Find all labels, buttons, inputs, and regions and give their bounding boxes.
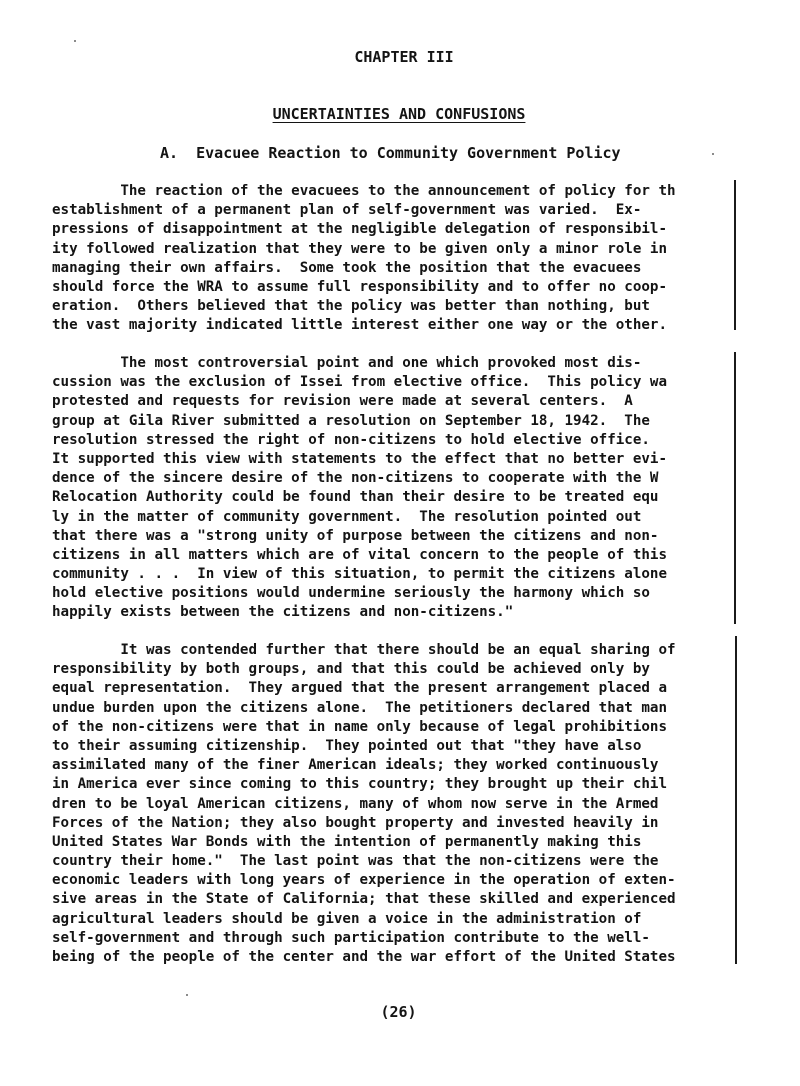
section-heading: A. Evacuee Reaction to Community Government Policy: [160, 144, 621, 162]
text-line: self-government and through such participation contribute to the well-: [52, 929, 650, 946]
text-line: ity followed realization that they were to be given only a minor role in: [52, 240, 667, 257]
text-line: hold elective positions would undermine seriously the harmony which so: [52, 585, 650, 602]
margin-rule: [734, 180, 736, 330]
text-line: managing their own affairs. Some took the position that the evacuees: [52, 259, 642, 276]
text-line: ly in the matter of community government. The resolution pointed out: [52, 508, 642, 525]
text-line: agricultural leaders should be given a voice in the administration of: [52, 910, 642, 927]
text-line: cussion was the exclusion of Issei from elective office. This policy wa: [52, 374, 667, 391]
chapter-number: CHAPTER III: [354, 48, 454, 66]
margin-rule: [735, 636, 737, 964]
paragraph-2: [52, 354, 667, 623]
chapter-title: UNCERTAINTIES AND CONFUSIONS: [272, 105, 526, 123]
text-line: responsibility by both groups, and that this could be achieved only by: [52, 661, 650, 678]
text-line: being of the people of the center and the war effort of the United States: [52, 949, 676, 965]
text-line: protested and requests for revision were made at several centers. A: [52, 393, 633, 410]
paper-speck: [712, 153, 714, 155]
text-line: country their home." The last point was that the non-citizens were the: [52, 853, 659, 870]
text-line: dren to be loyal American citizens, many of whom now serve in the Armed: [52, 795, 659, 812]
text-line: economic leaders with long years of experience in the operation of exten-: [52, 872, 676, 889]
text-line: pressions of disappointment at the negligible delegation of responsibil-: [52, 221, 667, 238]
text-line: Relocation Authority could be found than their desire to be treated equ: [52, 489, 659, 506]
text-line: establishment of a permanent plan of self-government was varied. Ex-: [52, 202, 642, 219]
paragraph-3: [52, 641, 676, 967]
text-line: equal representation. They argued that the present arrangement placed a: [52, 680, 667, 697]
text-line: It was contended further that there should be an equal sharing of: [52, 642, 676, 658]
text-line: sive areas in the State of California; that these skilled and experienced: [52, 891, 676, 908]
text-line: should force the WRA to assume full responsibility and to offer no coop-: [52, 278, 667, 295]
text-line: The reaction of the evacuees to the announcement of policy for th: [52, 183, 676, 199]
paper-speck: [186, 994, 188, 996]
text-line: community . . . In view of this situation, to permit the citizens alone: [52, 566, 667, 583]
text-line: happily exists between the citizens and non-citizens.": [52, 604, 514, 621]
text-line: citizens in all matters which are of vital concern to the people of this: [52, 546, 667, 563]
paragraph-1: [52, 182, 676, 336]
text-line: It supported this view with statements to the effect that no better evi-: [52, 450, 667, 467]
paper-speck: [74, 40, 76, 42]
text-line: dence of the sincere desire of the non-citizens to cooperate with the W: [52, 470, 659, 487]
page-number: (26): [380, 1003, 417, 1021]
text-line: United States War Bonds with the intention of permanently making this: [52, 833, 642, 850]
text-line: resolution stressed the right of non-citizens to hold elective office.: [52, 431, 650, 448]
text-line: The most controversial point and one which provoked most dis-: [52, 355, 642, 371]
margin-rule: [734, 352, 736, 624]
text-line: that there was a "strong unity of purpose between the citizens and non-: [52, 527, 659, 544]
text-line: undue burden upon the citizens alone. The petitioners declared that man: [52, 699, 667, 716]
text-line: the vast majority indicated little interest either one way or the other.: [52, 317, 667, 334]
text-line: eration. Others believed that the policy was better than nothing, but: [52, 298, 650, 315]
text-line: assimilated many of the finer American ideals; they worked continuously: [52, 757, 659, 774]
text-line: Forces of the Nation; they also bought property and invested heavily in: [52, 814, 659, 831]
text-line: of the non-citizens were that in name only because of legal prohibitions: [52, 718, 667, 735]
text-line: to their assuming citizenship. They pointed out that "they have also: [52, 737, 642, 754]
text-line: group at Gila River submitted a resolution on September 18, 1942. The: [52, 412, 650, 429]
text-line: in America ever since coming to this country; they brought up their chil: [52, 776, 667, 793]
